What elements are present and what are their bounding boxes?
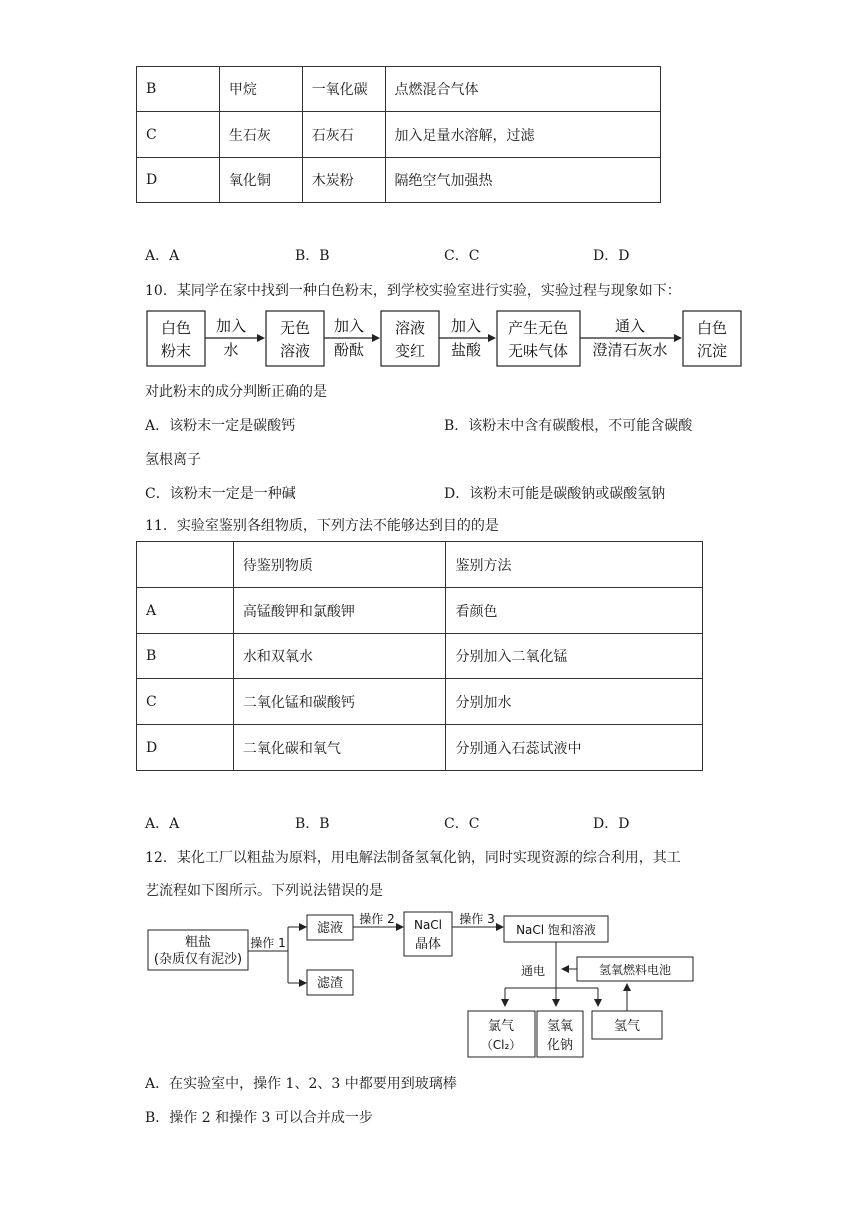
table-cell: 分别通入石蕊试液中 <box>446 725 703 771</box>
table-cell: 生石灰 <box>219 112 302 158</box>
table-cell: 木炭粉 <box>302 158 385 203</box>
flow-box-3 <box>381 311 439 366</box>
flow-box-3-line2: 变红 <box>394 342 426 360</box>
table-cell: 甲烷 <box>219 67 302 112</box>
op3-label: 操作 3 <box>459 912 495 926</box>
residue-box <box>307 970 353 995</box>
table-cell: C <box>137 679 234 725</box>
flow-box-5-line2: 沉淀 <box>696 342 728 360</box>
q10-option-d[interactable]: D．该粉末可能是碳酸钠或碳酸氢钠 <box>444 486 666 502</box>
table-cell: 一氧化碳 <box>302 67 385 112</box>
q10-option-a[interactable]: A．该粉末一定是碳酸钙 <box>145 418 296 434</box>
flow-arrow-2-top: 加入 <box>333 317 365 335</box>
table-cell: B <box>137 67 220 112</box>
flow-arrow-4-bottom: 澄清石灰水 <box>592 341 668 359</box>
crude-salt-label: 粗盐 <box>184 935 212 950</box>
q11-table <box>136 541 703 771</box>
flow-box-1-line2: 粉末 <box>160 342 192 360</box>
table-cell: 分别加水 <box>446 679 703 725</box>
nacl-crystal-formula: NaCl <box>413 918 443 932</box>
flow-box-2-line1: 无色 <box>279 319 311 337</box>
table-cell: 二氧化锰和碳酸钙 <box>233 679 446 725</box>
table-header-cell <box>137 542 234 588</box>
flow-box-4 <box>497 311 580 366</box>
hydrogen-box <box>592 984 662 1039</box>
flow-arrow-3-top: 加入 <box>450 317 482 335</box>
q12-stem-line2: 艺流程如下图所示。下列说法错误的是 <box>145 883 383 899</box>
table-cell: 分别加入二氧化锰 <box>446 634 703 679</box>
nacl-saturated-box <box>504 916 608 942</box>
q11-stem: 11．实验室鉴别各组物质，下列方法不能够达到目的的是 <box>145 518 499 534</box>
table-cell: A <box>137 588 234 634</box>
table-header-row <box>137 542 703 588</box>
flow-arrow-4 <box>580 317 682 359</box>
q11-option-a[interactable]: A．A <box>145 816 180 832</box>
flow-arrow-1 <box>205 317 265 359</box>
hydrogen-label: 氢气 <box>613 1019 641 1034</box>
q12-stem-line1: 12．某化工厂以粗盐为原料，用电解法制备氢氧化钠，同时实现资源的综合利用，其工 <box>145 850 681 866</box>
filtrate-label: 滤液 <box>316 921 344 936</box>
table-cell: 加入足量水溶解，过滤 <box>385 112 660 158</box>
table-row <box>137 679 703 725</box>
flow-box-1 <box>147 311 205 366</box>
q9-option-c[interactable]: C．C <box>444 248 480 264</box>
flow-box-5 <box>683 311 741 366</box>
table-cell: B <box>137 634 234 679</box>
crude-salt-note: (杂质仅有泥沙) <box>153 952 243 967</box>
flow-box-4-line2: 无味气体 <box>507 342 569 360</box>
q10-stem: 10．某同学在家中找到一种白色粉末，到学校实验室进行实验，实验过程与现象如下： <box>145 283 681 299</box>
chlorine-box <box>468 1011 535 1057</box>
crude-salt-box <box>148 930 248 970</box>
q9-table <box>136 66 661 203</box>
flow-arrow-1-top: 加入 <box>215 317 247 335</box>
op3-arrow <box>452 911 503 927</box>
table-cell: 点燃混合气体 <box>385 67 660 112</box>
q12-option-b[interactable]: B．操作 2 和操作 3 可以合并成一步 <box>145 1110 373 1126</box>
nacl-crystal-label: 晶体 <box>414 937 442 952</box>
flow-box-5-line1: 白色 <box>696 319 728 337</box>
table-cell: 隔绝空气加强热 <box>385 158 660 203</box>
op2-arrow <box>353 911 403 927</box>
flow-box-3-line1: 溶液 <box>394 319 426 337</box>
flow-box-1-line1: 白色 <box>160 319 192 337</box>
nacl-saturated-label: NaCl 饱和溶液 <box>516 923 596 937</box>
q9-option-d[interactable]: D．D <box>593 248 630 264</box>
q11-option-c[interactable]: C．C <box>444 816 480 832</box>
naoh-box <box>537 1011 583 1057</box>
op1-branch <box>248 927 306 983</box>
table-row <box>137 634 703 679</box>
q12-process-diagram <box>140 908 720 1063</box>
table-cell: 氧化铜 <box>219 158 302 203</box>
q10-option-b[interactable]: B．该粉末中含有碳酸根，不可能含碳酸 <box>444 418 693 434</box>
flow-box-2-line2: 溶液 <box>279 342 311 360</box>
q11-option-b[interactable]: B．B <box>295 816 330 832</box>
table-header-cell: 待鉴别物质 <box>233 542 446 588</box>
flow-arrow-3-bottom: 盐酸 <box>450 341 482 359</box>
op1-label: 操作 1 <box>250 936 286 950</box>
q11-option-d[interactable]: D．D <box>593 816 630 832</box>
q10-question: 对此粉末的成分判断正确的是 <box>145 384 327 400</box>
flow-box-2 <box>266 311 324 366</box>
residue-label: 滤渣 <box>316 976 344 991</box>
table-row <box>137 588 703 634</box>
flow-arrow-3 <box>439 317 496 359</box>
q12-option-a[interactable]: A．在实验室中，操作 1、2、3 中都要用到玻璃棒 <box>145 1076 457 1092</box>
table-cell: 二氧化碳和氧气 <box>233 725 446 771</box>
flow-box-4-line1: 产生无色 <box>507 319 569 337</box>
table-row <box>137 158 661 203</box>
table-row <box>137 67 661 112</box>
flow-arrow-1-bottom: 水 <box>223 341 239 359</box>
table-row <box>137 112 661 158</box>
table-header-cell: 鉴别方法 <box>446 542 703 588</box>
filtrate-box <box>307 915 353 940</box>
naoh-line1: 氢氧 <box>546 1019 574 1034</box>
table-cell: D <box>137 158 220 203</box>
fuel-cell-box <box>562 957 693 981</box>
table-cell: 石灰石 <box>302 112 385 158</box>
table-cell: D <box>137 725 234 771</box>
nacl-crystal-box <box>404 912 452 956</box>
flow-arrow-2 <box>324 317 380 359</box>
q9-option-b[interactable]: B．B <box>295 248 330 264</box>
electrolysis-label: 通电 <box>520 964 546 978</box>
table-cell: C <box>137 112 220 158</box>
electrolysis-branch <box>505 942 598 1006</box>
flow-arrow-4-top: 通入 <box>614 317 646 335</box>
chlorine-formula: （Cl₂） <box>480 1038 522 1052</box>
chlorine-label: 氯气 <box>487 1019 515 1034</box>
q10-option-b-continued: 氢根离子 <box>145 452 201 468</box>
q10-option-c[interactable]: C．该粉末一定是一种碱 <box>145 486 296 502</box>
op2-label: 操作 2 <box>359 912 395 926</box>
table-cell: 水和双氧水 <box>233 634 446 679</box>
naoh-line2: 化钠 <box>546 1038 574 1053</box>
q9-option-a[interactable]: A．A <box>145 248 180 264</box>
table-cell: 看颜色 <box>446 588 703 634</box>
table-cell: 高锰酸钾和氯酸钾 <box>233 588 446 634</box>
flow-arrow-2-bottom: 酚酞 <box>333 341 365 359</box>
q10-flow-diagram <box>145 308 745 370</box>
table-row <box>137 725 703 771</box>
fuel-cell-label: 氢氧燃料电池 <box>598 963 672 977</box>
